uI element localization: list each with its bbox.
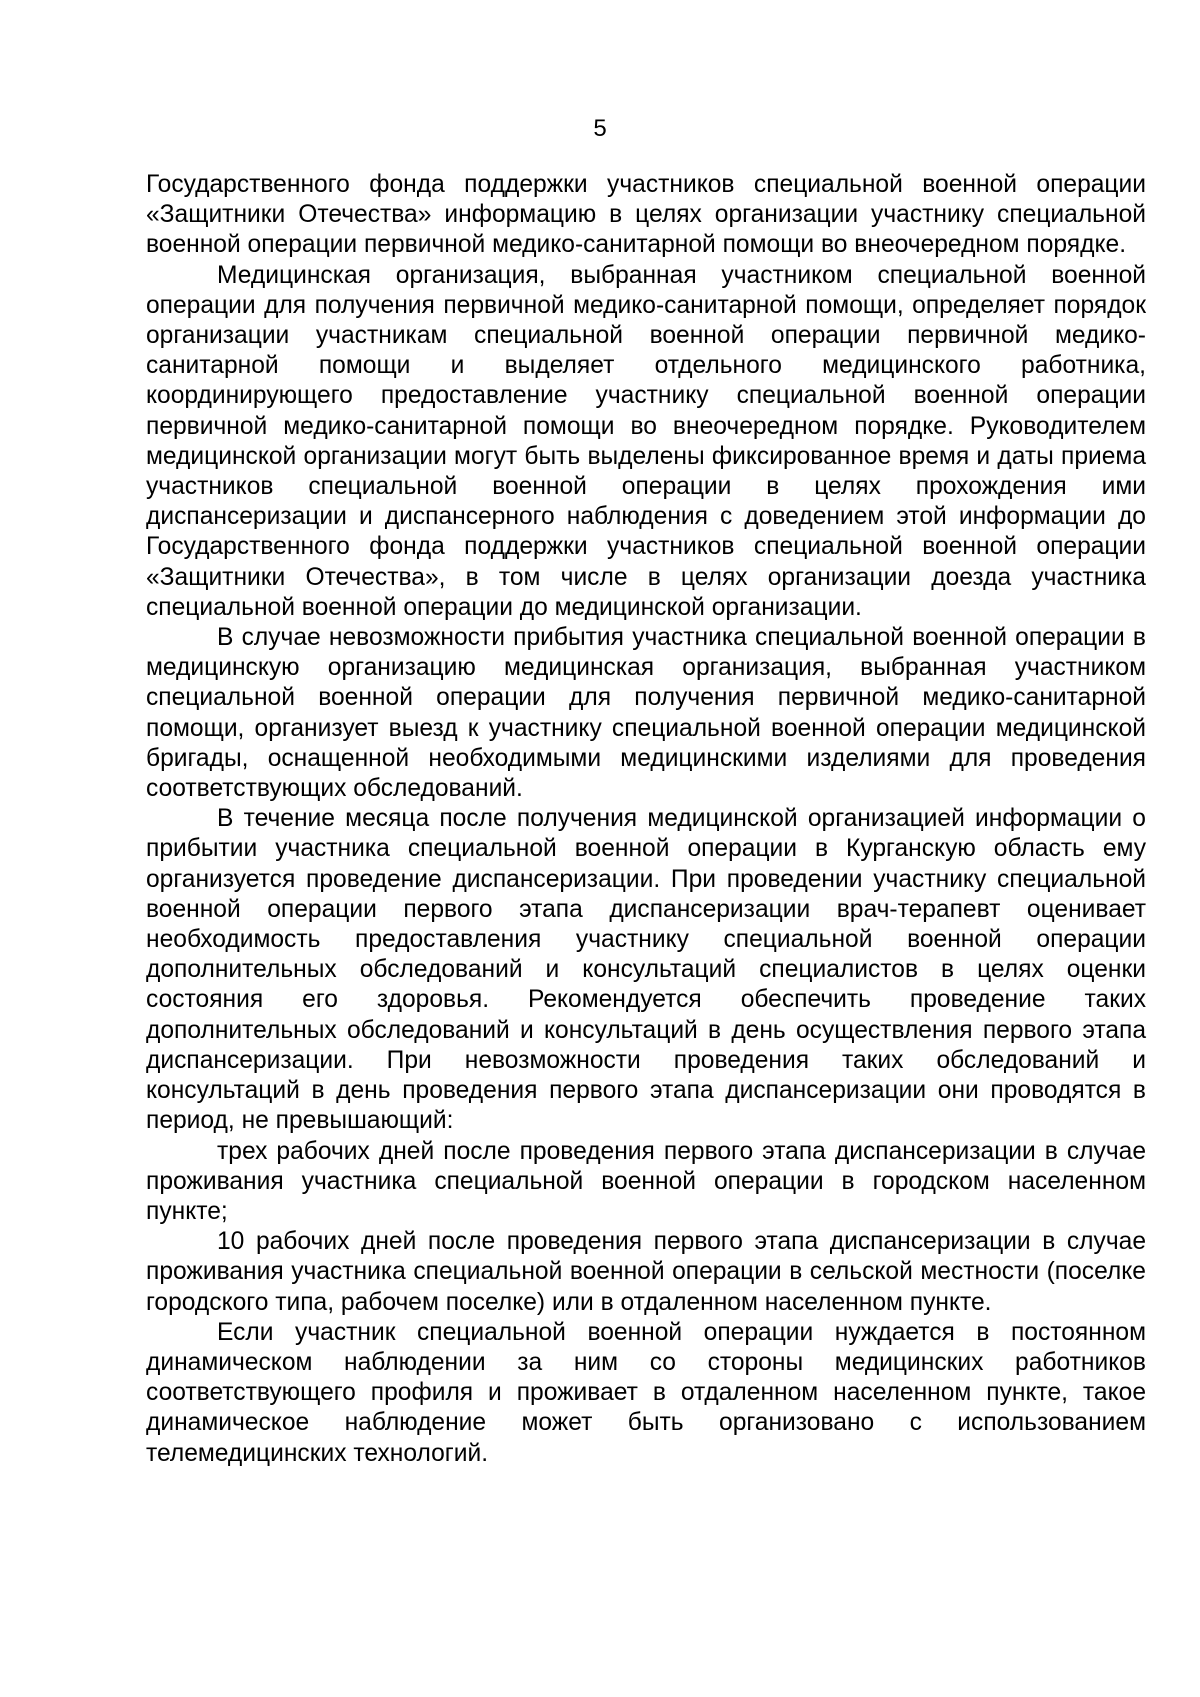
paragraph-dispensarization: В течение месяца после получения медицинской организацией информации о прибытии участника специальной военной операции в Курганскую область ему организуется проведение диспансеризации. При проведении участнику специальной военной операции первого этапа диспансеризации врач-терапевт оценивает необходимость предоставления участнику специальной военной операции дополнительных обследований и консультаций специалистов в целях оценки состояния его здоровья. Рекомендуется обеспечить проведение таких дополнительных обследований и консультаций в день осуществления первого этапа диспансеризации. При невозможности проведения таких обследований и консультаций в день проведения первого этапа диспансеризации они проводятся в период, не превышающий: [146, 805, 1146, 1135]
paragraph-medical-organization: Медицинская организация, выбранная участником специальной военной операции для получения первичной медико-санитарной помощи, определяет порядок организации участникам специальной военной операции первичной медико-санитарной помощи и выделяет отдельного медицинского работника, координирующего предоставление участнику специальной военной операции первичной медико-санитарной помощи во внеочередном порядке. Руководителем медицинской организации могут быть выделены фиксированное время и даты приема участников специальной военной операции в целях прохождения ими диспансеризации и диспансерного наблюдения с доведением этой информации до Государственного фонда поддержки участников специальной военной операции «Защитники Отечества», в том числе в целях организации доезда участника специальной военной операции до медицинской организации. [146, 261, 1146, 621]
document-body [146, 170, 1146, 1469]
paragraph-mobile-brigade: В случае невозможности прибытия участника специальной военной операции в медицинскую организацию медицинская организация, выбранная участником специальной военной операции для получения первичной медико-санитарной помощи, организует выезд к участнику специальной военной операции медицинской бригады, оснащенной необходимыми медицинскими изделиями для проведения соответствующих обследований. [146, 624, 1146, 803]
paragraph-continuation: Государственного фонда поддержки участников специальной военной операции «Защитники Отечества» информацию в целях организации участнику специальной военной операции первичной медико-санитарной помощи во внеочередном порядке. [146, 171, 1146, 259]
page-number: 5 [593, 115, 607, 142]
paragraph-rural-term: 10 рабочих дней после проведения первого этапа диспансеризации в случае проживания участника специальной военной операции в сельской местности (поселке городского типа, рабочем поселке) или в отдаленном населенном пункте. [146, 1228, 1146, 1316]
paragraph-urban-term: трех рабочих дней после проведения первого этапа диспансеризации в случае проживания участника специальной военной операции в городском населенном пункте; [146, 1137, 1146, 1225]
paragraph-telemedicine: Если участник специальной военной операции нуждается в постоянном динамическом наблюдении за ним со стороны медицинских работников соответствующего профиля и проживает в отдаленном населенном пункте, такое динамическое наблюдение может быть организовано с использованием телемедицинских технологий. [146, 1318, 1146, 1467]
